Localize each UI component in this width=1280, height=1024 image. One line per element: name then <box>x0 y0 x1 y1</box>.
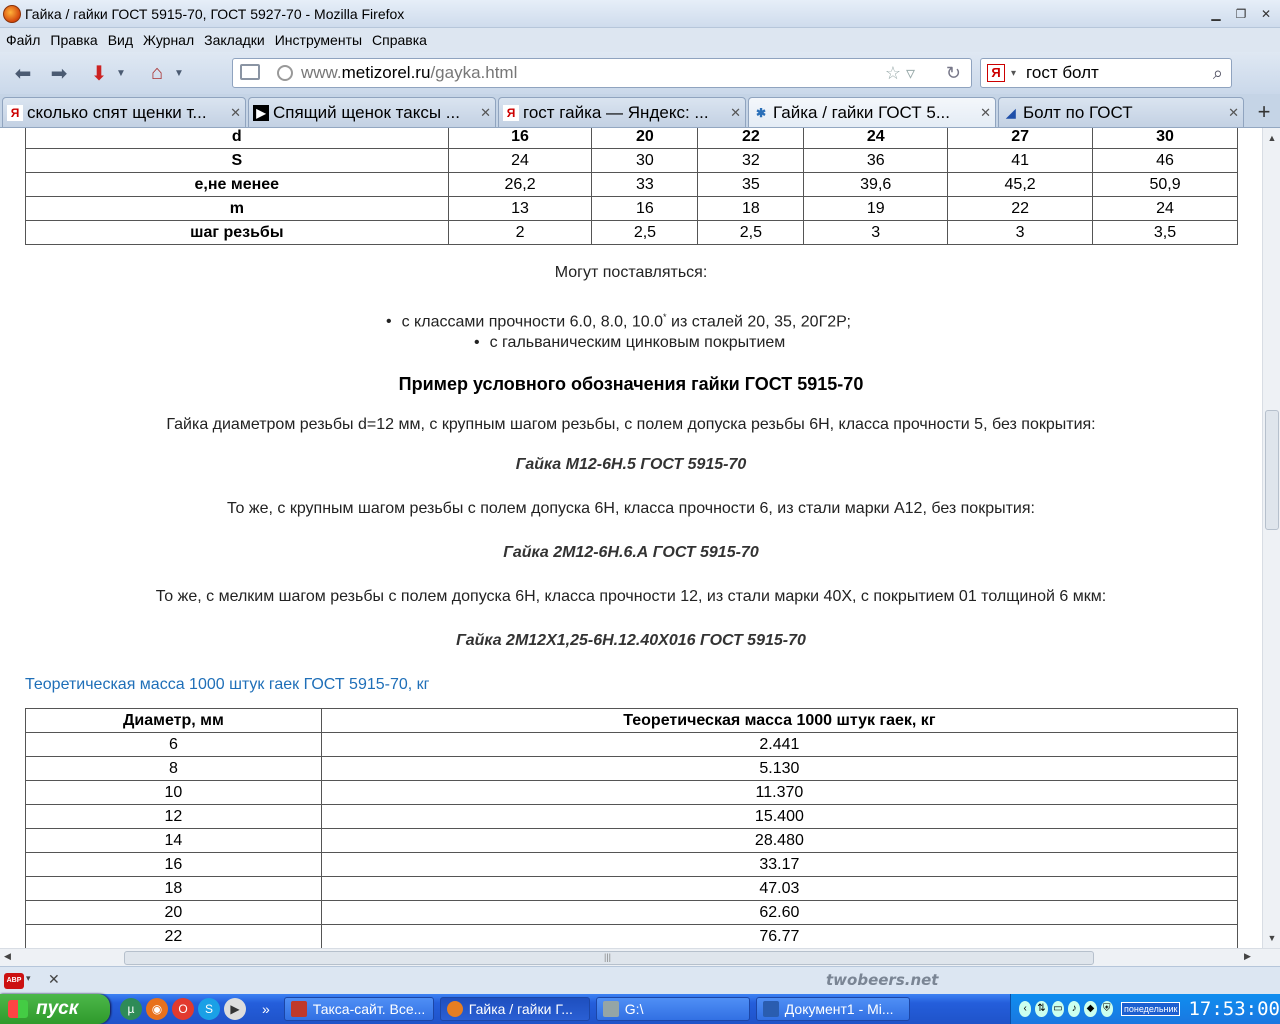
tab-label: гост гайка — Яндекс: ... <box>523 102 709 122</box>
table-cell: е,не менее <box>26 173 449 197</box>
table-cell: 18 <box>698 197 804 221</box>
quicklaunch-utorrent-icon[interactable]: µ <box>120 998 142 1020</box>
tab-label: Спящий щенок таксы ... <box>273 102 460 122</box>
metizorel-favicon-icon: ✱ <box>755 105 767 120</box>
bookmark-star-icon[interactable]: ☆ ▿ <box>884 62 915 83</box>
table-cell: 13 <box>448 197 592 221</box>
table-cell: 22 <box>26 925 322 949</box>
table-cell: 16 <box>26 853 322 877</box>
minimize-button[interactable]: ▁ <box>1211 6 1221 21</box>
table-cell: 32 <box>698 149 804 173</box>
download-dropdown-icon[interactable]: ▼ <box>116 67 126 79</box>
task-label: Такса-сайт. Все... <box>312 1001 426 1017</box>
table-cell: 24 <box>448 149 592 173</box>
tab-bolt-gost[interactable] <box>998 97 1244 127</box>
table-cell: 50,9 <box>1093 173 1238 197</box>
url-domain: metizorel.ru <box>341 63 431 82</box>
firefox-icon <box>447 1001 463 1017</box>
addon-bar-close-icon[interactable]: ✕ <box>48 971 60 987</box>
table-row <box>26 173 1238 197</box>
table-cell: 12 <box>26 805 322 829</box>
table-cell: 11.370 <box>321 781 1237 805</box>
header-mass: Теоретическая масса 1000 штук гаек, кг <box>321 709 1237 733</box>
table-cell: 20 <box>26 901 322 925</box>
tab-strip <box>0 94 1280 128</box>
table-cell: шаг резьбы <box>26 221 449 245</box>
menu-history[interactable]: Журнал <box>143 32 195 48</box>
tab-label: Гайка / гайки ГОСТ 5... <box>773 102 950 122</box>
task-label: Документ1 - Mi... <box>784 1001 894 1017</box>
reload-icon[interactable]: ↻ <box>945 62 961 83</box>
table-row <box>26 221 1238 245</box>
table-cell: 2.441 <box>321 733 1237 757</box>
footnote-mark: * <box>663 312 667 322</box>
table-row <box>26 925 1238 949</box>
quicklaunch-firefox-icon[interactable]: ◉ <box>146 998 168 1020</box>
tray-monitor-icon[interactable]: ▭ <box>1052 1001 1064 1017</box>
table-cell: 22 <box>698 128 804 149</box>
weekday-label: понедельник <box>1121 1002 1181 1016</box>
vertical-scrollbar[interactable] <box>1262 128 1280 948</box>
horizontal-scrollbar[interactable] <box>0 948 1280 966</box>
bullet-text-tail: из сталей 20, 35, 20Г2Р; <box>666 313 851 331</box>
home-icon[interactable]: ⌂ <box>150 61 164 84</box>
example-heading: Пример условного обозначения гайки ГОСТ 5915-70 <box>398 374 864 394</box>
table-cell: 20 <box>592 128 698 149</box>
table-cell: 26,2 <box>448 173 592 197</box>
start-button[interactable] <box>0 994 110 1024</box>
table-cell: d <box>26 128 449 149</box>
drive-icon <box>603 1001 619 1017</box>
tab-yandex-search[interactable] <box>498 97 746 127</box>
designation-3: Гайка 2М12Х1,25-6Н.12.40Х016 ГОСТ 5915-70 <box>456 632 806 649</box>
table-cell: 36 <box>804 149 948 173</box>
table-row <box>26 149 1238 173</box>
scroll-down-arrow-icon[interactable]: ▼ <box>1267 933 1277 943</box>
table-cell: 33.17 <box>321 853 1237 877</box>
tab-gayka-gost[interactable] <box>748 97 996 127</box>
table-cell: 76.77 <box>321 925 1237 949</box>
word-icon <box>763 1001 779 1017</box>
quicklaunch-opera-icon[interactable]: O <box>172 998 194 1020</box>
yandex-favicon-icon: Я <box>503 105 519 121</box>
tray-network-icon[interactable]: ⇅ <box>1035 1001 1047 1017</box>
menu-bar <box>0 28 1280 52</box>
table-cell: 8 <box>26 757 322 781</box>
table-row <box>26 805 1238 829</box>
table-cell: 39,6 <box>804 173 948 197</box>
adblock-plus-icon[interactable]: ABP <box>4 973 24 989</box>
tab-sleeping-puppy[interactable] <box>248 97 496 127</box>
menu-tools[interactable]: Инструменты <box>274 32 363 48</box>
new-tab-plus-icon[interactable]: + <box>1257 99 1271 124</box>
tray-shield-icon[interactable]: ⛨ <box>1101 1001 1113 1017</box>
task-drive-g[interactable] <box>596 997 750 1021</box>
table-cell: 28.480 <box>321 829 1237 853</box>
table-cell: 16 <box>592 197 698 221</box>
addon-bar <box>0 966 1280 994</box>
adblock-dropdown-icon[interactable]: ▾ <box>26 973 31 983</box>
task-label: Гайка / гайки Г... <box>468 1001 573 1017</box>
task-label: G:\ <box>624 1001 644 1017</box>
nut-dimensions-table <box>25 128 1238 245</box>
restore-button[interactable]: ❐ <box>1235 6 1247 21</box>
designation-1: Гайка М12-6Н.5 ГОСТ 5915-70 <box>515 456 747 473</box>
table-cell: 3 <box>804 221 948 245</box>
table-row <box>26 781 1238 805</box>
table-row <box>26 853 1238 877</box>
bookmarks-bar-icon[interactable] <box>240 64 260 80</box>
menu-help[interactable]: Справка <box>372 32 427 48</box>
supply-heading: Могут поставляться: <box>554 264 708 281</box>
tab-label: Болт по ГОСТ <box>1023 102 1133 122</box>
scroll-right-arrow-icon[interactable]: ▶ <box>1244 951 1251 961</box>
tray-back-icon[interactable]: ‹ <box>1019 1001 1031 1017</box>
back-arrow-icon[interactable]: ⬅ <box>14 62 32 85</box>
example-paragraph-1: Гайка диаметром резьбы d=12 мм, с крупным шагом резьбы, с полем допуска резьбы 6Н, класса прочности 5, без покрытия: <box>166 416 1096 433</box>
table-cell: 3,5 <box>1093 221 1238 245</box>
pdf-icon <box>291 1001 307 1017</box>
tab-close-icon[interactable]: ✕ <box>480 104 491 120</box>
window-title: Гайка / гайки ГОСТ 5915-70, ГОСТ 5927-70 - Mozilla Firefox <box>25 5 405 22</box>
quicklaunch-more-icon[interactable]: » <box>262 1001 270 1017</box>
menu-view[interactable]: Вид <box>107 32 134 48</box>
tab-close-icon[interactable]: ✕ <box>980 104 991 120</box>
quicklaunch-media-icon[interactable]: ▶ <box>224 998 246 1020</box>
table-cell: 27 <box>948 128 1093 149</box>
bullet-text: с гальваническим цинковым покрытием <box>489 334 786 351</box>
tray-security-icon[interactable]: ◆ <box>1084 1001 1096 1017</box>
table-row <box>26 901 1238 925</box>
scroll-left-arrow-icon[interactable]: ◀ <box>4 951 11 961</box>
table-cell: 6 <box>26 733 322 757</box>
table-cell: 45,2 <box>948 173 1093 197</box>
search-input[interactable]: гост болт <box>1026 63 1099 82</box>
table-cell: 62.60 <box>321 901 1237 925</box>
menu-file[interactable]: Файл <box>6 32 41 48</box>
tab-puppy-sleep[interactable] <box>2 97 246 127</box>
table-cell: 41 <box>948 149 1093 173</box>
yandex-icon[interactable]: Я <box>987 64 1005 82</box>
scroll-up-arrow-icon[interactable]: ▲ <box>1267 133 1277 143</box>
example-paragraph-2: То же, с крупным шагом резьбы с полем допуска 6Н, класса прочности 6, из стали марки А12, без покрытия: <box>227 500 1035 517</box>
scroll-grip-icon: ||| <box>604 952 612 962</box>
example-paragraph-3: То же, с мелким шагом резьбы с полем допуска 6Н, класса прочности 12, из стали марки 40Х, с покрытием 01 толщиной 6 мкм: <box>155 588 1107 605</box>
mass-section-link[interactable]: Теоретическая масса 1000 штук гаек ГОСТ 5915-70, кг <box>25 676 430 693</box>
system-tray <box>1010 994 1280 1024</box>
table-cell: 35 <box>698 173 804 197</box>
start-label: пуск <box>36 998 79 1019</box>
table-cell: 10 <box>26 781 322 805</box>
page-content <box>0 128 1262 948</box>
search-box[interactable] <box>980 58 1232 88</box>
table-cell: 3 <box>948 221 1093 245</box>
globe-icon <box>277 65 293 81</box>
table-cell: 15.400 <box>321 805 1237 829</box>
table-row <box>26 829 1238 853</box>
table-cell: 22 <box>948 197 1093 221</box>
mass-table <box>25 708 1238 948</box>
table-cell: 5.130 <box>321 757 1237 781</box>
search-icon[interactable]: ⌕ <box>1212 62 1223 83</box>
title-bar <box>0 0 1280 28</box>
clock[interactable]: 17:53:00 <box>1188 998 1280 1020</box>
bullet-zinc-coating <box>474 334 785 352</box>
menu-edit[interactable]: Правка <box>50 32 98 48</box>
table-header-row <box>26 709 1238 733</box>
task-word-document[interactable] <box>756 997 910 1021</box>
stop-download-icon[interactable]: ⬇ <box>90 62 108 85</box>
table-row <box>26 757 1238 781</box>
table-cell: 19 <box>804 197 948 221</box>
table-cell: m <box>26 197 449 221</box>
close-window-button[interactable]: ✕ <box>1260 6 1272 21</box>
search-engine-dropdown-icon[interactable]: ▾ <box>1011 67 1017 79</box>
table-row <box>26 128 1238 149</box>
table-cell: 18 <box>26 877 322 901</box>
designation-2: Гайка 2М12-6Н.6.А ГОСТ 5915-70 <box>503 544 759 561</box>
windows-taskbar <box>0 994 1280 1024</box>
quicklaunch-skype-icon[interactable]: S <box>198 998 220 1020</box>
tab-label: сколько спят щенки т... <box>27 102 207 122</box>
table-cell: S <box>26 149 449 173</box>
navigation-toolbar <box>0 52 1280 94</box>
table-cell: 47.03 <box>321 877 1237 901</box>
table-cell: 14 <box>26 829 322 853</box>
task-firefox-gayka[interactable] <box>440 997 590 1021</box>
table-cell: 2,5 <box>698 221 804 245</box>
bullet-strength-classes <box>386 312 851 331</box>
tab-close-icon[interactable]: ✕ <box>230 104 241 120</box>
header-diameter: Диаметр, мм <box>26 709 322 733</box>
table-cell: 30 <box>1093 128 1238 149</box>
table-cell: 46 <box>1093 149 1238 173</box>
table-row <box>26 197 1238 221</box>
task-taksa-site[interactable] <box>284 997 434 1021</box>
table-cell: 16 <box>448 128 592 149</box>
url-prefix: www. <box>301 63 342 82</box>
url-path: /gayka.html <box>430 63 518 82</box>
home-dropdown-icon[interactable]: ▼ <box>174 67 184 79</box>
tray-sound-icon[interactable]: ♪ <box>1068 1001 1080 1017</box>
table-cell: 24 <box>804 128 948 149</box>
yandex-favicon-icon: Я <box>7 105 23 121</box>
address-bar[interactable] <box>232 58 972 88</box>
table-cell: 24 <box>1093 197 1238 221</box>
tab-close-icon[interactable]: ✕ <box>1228 104 1239 120</box>
table-cell: 30 <box>592 149 698 173</box>
table-cell: 33 <box>592 173 698 197</box>
forward-arrow-icon[interactable]: ➡ <box>50 62 68 85</box>
firefox-icon <box>3 5 21 23</box>
table-cell: 2 <box>448 221 592 245</box>
bolt-favicon-icon: ◢ <box>1006 105 1016 120</box>
vertical-scroll-thumb[interactable] <box>1265 410 1279 530</box>
windows-flag-icon <box>8 1000 28 1018</box>
twobeers-logo: twobeers.net <box>826 971 939 989</box>
bullet-text: с классами прочности 6.0, 8.0, 10.0 <box>401 313 664 331</box>
tab-close-icon[interactable]: ✕ <box>730 104 741 120</box>
video-favicon-icon: ▶ <box>253 105 269 121</box>
table-row <box>26 877 1238 901</box>
table-row <box>26 733 1238 757</box>
menu-bookmarks[interactable]: Закладки <box>204 32 265 48</box>
table-cell: 2,5 <box>592 221 698 245</box>
